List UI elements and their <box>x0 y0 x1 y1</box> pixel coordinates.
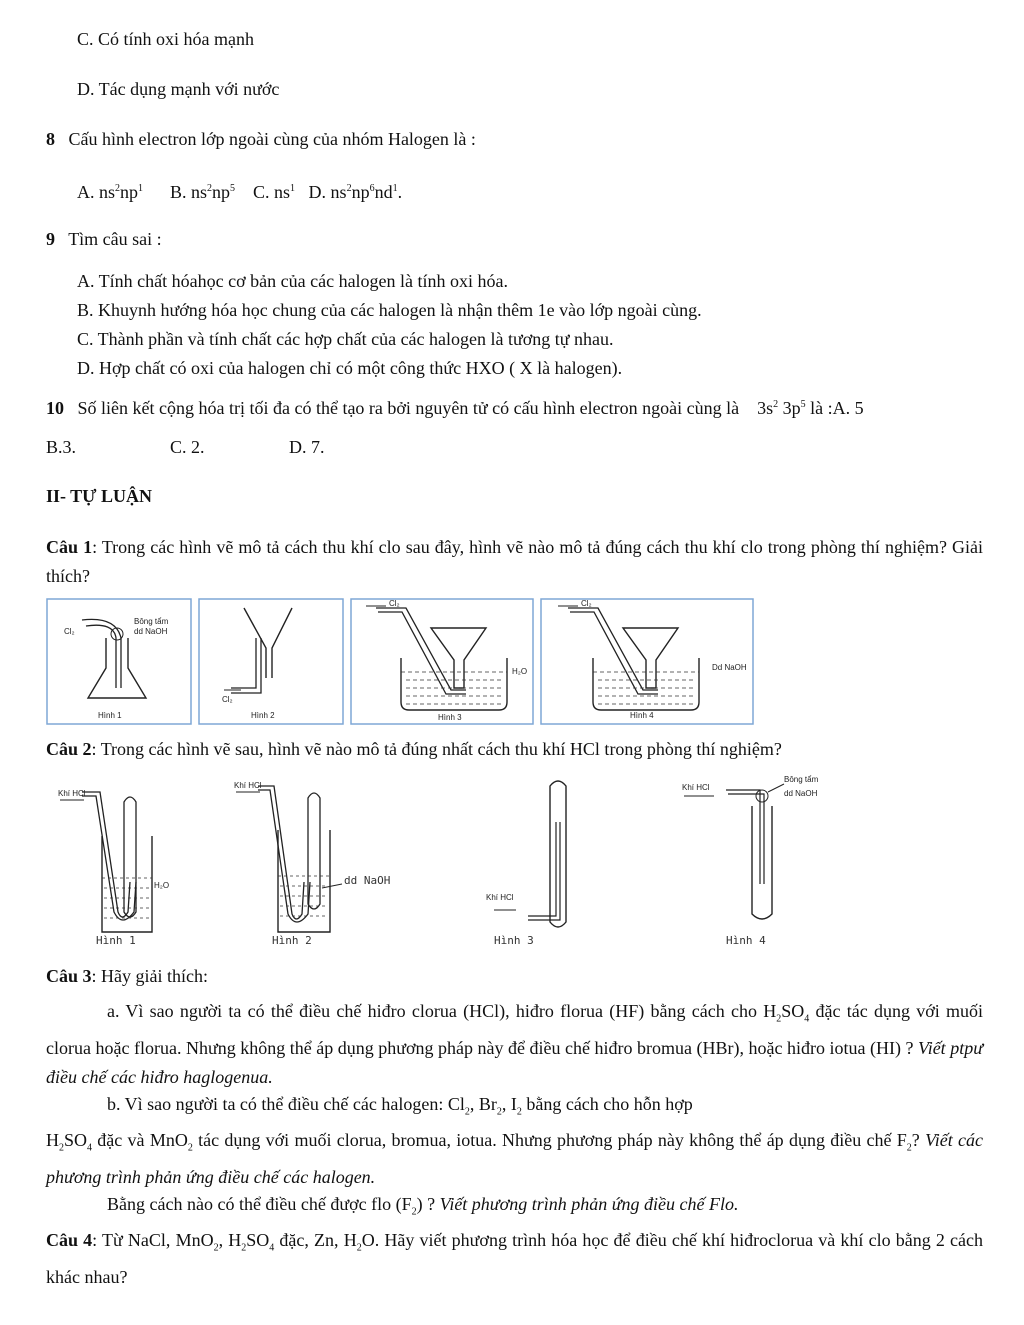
cau1-fig1 <box>47 599 191 724</box>
cau3-part-c <box>107 1192 739 1225</box>
cau3-b-sub3: 2 <box>516 1106 522 1118</box>
cau1-text <box>46 533 983 591</box>
q8-c-sup: 1 <box>290 183 296 194</box>
cau3-label: Câu 3 <box>46 966 92 986</box>
cau4-s4: 2 <box>356 1242 362 1254</box>
q10-option-d: D. 7. <box>289 437 325 457</box>
cau3-b-sub2: 2 <box>496 1106 502 1118</box>
q8-c: C. ns <box>253 182 291 202</box>
q8-number: 8 <box>46 129 55 149</box>
q7-option-c: C. Có tính oxi hóa mạnh <box>77 29 254 49</box>
section-heading: II- TỰ LUẬN <box>46 486 153 506</box>
cau1-fig1-cotton: Bông tẩm <box>134 617 169 626</box>
cau3-c1: H <box>46 1130 59 1150</box>
cau2-label: Câu 2 <box>46 739 92 759</box>
q8-a-mid: np <box>120 182 139 202</box>
cau3-b3: , I <box>501 1094 517 1114</box>
q9-option-b: B. Khuynh hướng hóa học chung của các halogen là nhận thêm 1e vào lớp ngoài cùng. <box>77 300 702 320</box>
cau2-fig2-caption: Hình 2 <box>272 934 312 947</box>
q10-config1: 3s <box>757 398 774 418</box>
cau2-text <box>46 737 782 761</box>
q8-d-mid2: nd <box>374 182 393 202</box>
cau3-a-sub2: 4 <box>804 1013 810 1025</box>
cau3-c-sub1: 2 <box>59 1142 64 1154</box>
q10-number: 10 <box>46 398 64 418</box>
q10-option-b: B.3. <box>46 437 77 457</box>
cau3-d2: ) ? <box>416 1194 440 1214</box>
cau2-fig2-naoh: dd NaOH <box>344 874 391 887</box>
q8-text: Cấu hình electron lớp ngoài cùng của nhóm Halogen là : <box>68 129 476 149</box>
cau1-label: Câu 1 <box>46 537 93 557</box>
q9-stem <box>46 227 162 251</box>
cau2-fig3 <box>486 781 566 947</box>
q8-b-sup: 2 <box>207 183 213 194</box>
q9-number: 9 <box>46 229 55 249</box>
cau2-fig4-naoh: dd NaOH <box>784 789 818 798</box>
cau2-body: : Trong các hình vẽ sau, hình vẽ nào mô tả đúng nhất cách thu khí HCl trong phòng thí nghiệm? <box>91 739 782 759</box>
q8-d-mid: np <box>351 182 370 202</box>
cau1-fig1-naoh: dd NaOH <box>134 627 168 636</box>
q8-b-sup2: 5 <box>230 183 236 194</box>
cau4-label: Câu 4 <box>46 1230 93 1250</box>
cau1-fig3-h2o: H₂O <box>512 667 528 676</box>
cau3-b1: b. Vì sao người ta có thể điều chế các halogen: Cl <box>107 1094 465 1114</box>
q8-b-mid: np <box>212 182 231 202</box>
cau3-d-sub1: 2 <box>411 1206 417 1218</box>
cau1-fig3-caption: Hình 3 <box>438 713 462 722</box>
cau2-fig1-h2o: H₂O <box>154 881 170 890</box>
cau2-fig1 <box>58 789 169 947</box>
q9-option-c: C. Thành phần và tính chất các hợp chất của các halogen là tương tự nhau. <box>77 329 614 349</box>
q8-options <box>77 177 402 204</box>
cau4-s2: 2 <box>241 1242 247 1254</box>
cau3-c5: ? <box>911 1130 926 1150</box>
cau4-s3: 4 <box>269 1242 275 1254</box>
cau2-figures-svg <box>46 772 846 952</box>
cau3-a-sub1: 2 <box>776 1013 782 1025</box>
cau2-fig3-gas: Khí HCl <box>486 893 514 902</box>
cau3-a2: SO <box>781 1001 805 1021</box>
cau2-fig2 <box>234 781 390 947</box>
cau2-fig3-caption: Hình 3 <box>494 934 534 947</box>
q8-d-sup3: 1 <box>392 183 398 194</box>
cau1-fig4-naoh: Dd NaOH <box>712 663 747 672</box>
cau2-fig4-caption: Hình 4 <box>726 934 766 947</box>
cau3-c-sub3: 2 <box>187 1142 193 1154</box>
cau4-t3: SO <box>246 1230 270 1250</box>
q8-a-sup: 2 <box>115 183 121 194</box>
cau1-fig1-caption: Hình 1 <box>98 711 122 720</box>
q7-option-d: D. Tác dụng mạnh với nước <box>77 79 280 99</box>
q8-d-end: . <box>397 182 403 202</box>
q10-stem <box>46 393 864 420</box>
cau4-t2: , H <box>218 1230 242 1250</box>
q10-text: Số liên kết cộng hóa trị tối đa có thể tạo ra bởi nguyên tử có cấu hình electron ngoài cùng là <box>77 398 740 418</box>
cau3-b2: , Br <box>469 1094 497 1114</box>
q8-stem <box>46 127 476 151</box>
cau2-fig2-gas: Khí HCl <box>234 781 262 790</box>
cau1-figures <box>46 598 756 726</box>
q8-d: D. ns <box>308 182 347 202</box>
q10-sup2: 5 <box>800 399 806 410</box>
q8-a-sup2: 1 <box>138 183 144 194</box>
cau2-fig1-caption: Hình 1 <box>96 934 136 947</box>
cau3-part-b-cont <box>46 1126 983 1192</box>
cau3-b-sub1: 2 <box>464 1106 470 1118</box>
cau2-fig4-cotton: Bông tẩm <box>784 775 819 784</box>
cau4-t1: : Từ NaCl, MnO <box>92 1230 214 1250</box>
q8-a: A. ns <box>77 182 116 202</box>
q10-tail: là :A. 5 <box>805 398 864 418</box>
cau1-fig4-caption: Hình 4 <box>630 711 654 720</box>
cau1-fig3 <box>351 599 533 724</box>
cau3-a-italic: Viết ptpư điều chế các hiđro haglogenua. <box>46 1037 984 1087</box>
cau2-figures <box>46 772 846 952</box>
cau1-fig2-caption: Hình 2 <box>251 711 275 720</box>
cau3-c-italic: Viết các phương trình phản ứng điều chế các halogen. <box>46 1130 983 1187</box>
cau3-part-a <box>46 997 983 1092</box>
cau4-t5: O. Hãy viết phương trình hóa học để điều chế khí hiđroclorua và khí clo bằng 2 cách khác nhau? <box>46 1230 983 1287</box>
cau3-d-italic: Viết phương trình phản ứng điều chế Flo. <box>439 1194 739 1214</box>
cau3-c4: tác dụng với muối clorua, bromua, iotua. Nhưng phương pháp này không thể áp dụng điều chế F <box>192 1130 907 1150</box>
cau1-fig4-gas: Cl₂ <box>581 599 592 608</box>
cau3-body: : Hãy giải thích: <box>91 966 208 986</box>
cau2-fig4-gas: Khí HCl <box>682 783 710 792</box>
cau2-fig4 <box>682 775 819 947</box>
q10-option-c: C. 2. <box>170 437 205 457</box>
cau3-a1: a. Vì sao người ta có thể điều chế hiđro clorua (HCl), hiđro florua (HF) bằng cách cho H <box>107 1001 777 1021</box>
cau2-fig1-gas: Khí HCl <box>58 789 86 798</box>
cau1-body: : Trong các hình vẽ mô tả cách thu khí clo sau đây, hình vẽ nào mô tả đúng cách thu khí clo trong phòng thí nghiệm? Giải thích? <box>46 537 983 586</box>
cau3-part-b <box>107 1092 693 1125</box>
cau1-fig3-gas: Cl₂ <box>389 599 400 608</box>
q8-d-sup2: 6 <box>369 183 375 194</box>
cau3-text <box>46 964 208 988</box>
cau1-fig2 <box>199 599 343 724</box>
cau4-s1: 2 <box>213 1242 219 1254</box>
q10-config2: 3p <box>778 398 801 418</box>
q9-option-d: D. Hợp chất có oxi của halogen chỉ có một công thức HXO ( X là halogen). <box>77 358 623 378</box>
q10-sup1: 2 <box>773 399 779 410</box>
cau4-text <box>46 1226 983 1292</box>
cau3-c2: SO <box>64 1130 88 1150</box>
q8-d-sup: 2 <box>346 183 352 194</box>
cau4-t4: đặc, Zn, H <box>274 1230 357 1250</box>
q9-text: Tìm câu sai : <box>68 229 162 249</box>
cau3-c-sub2: 4 <box>87 1142 93 1154</box>
cau1-fig4 <box>541 599 753 724</box>
cau3-d1: Bằng cách nào có thể điều chế được flo (F <box>107 1194 412 1214</box>
cau3-a3: đặc tác dụng với muối clorua hoặc florua. Nhưng không thể áp dụng phương pháp này để điều chế hiđro bromua (HBr), hoặc hiđro iotua (HI) ? <box>46 1001 983 1058</box>
q8-b: B. ns <box>170 182 208 202</box>
cau1-fig2-gas: Cl₂ <box>222 695 233 704</box>
cau1-figures-svg <box>46 598 756 726</box>
cau3-b4: bằng cách cho hỗn hợp <box>521 1094 693 1114</box>
cau3-c-sub4: 2 <box>906 1142 912 1154</box>
cau3-c3: đặc và MnO <box>92 1130 188 1150</box>
cau1-fig1-gas: Cl₂ <box>64 627 75 636</box>
q9-option-a: A. Tính chất hóahọc cơ bản của các halogen là tính oxi hóa. <box>77 271 509 291</box>
